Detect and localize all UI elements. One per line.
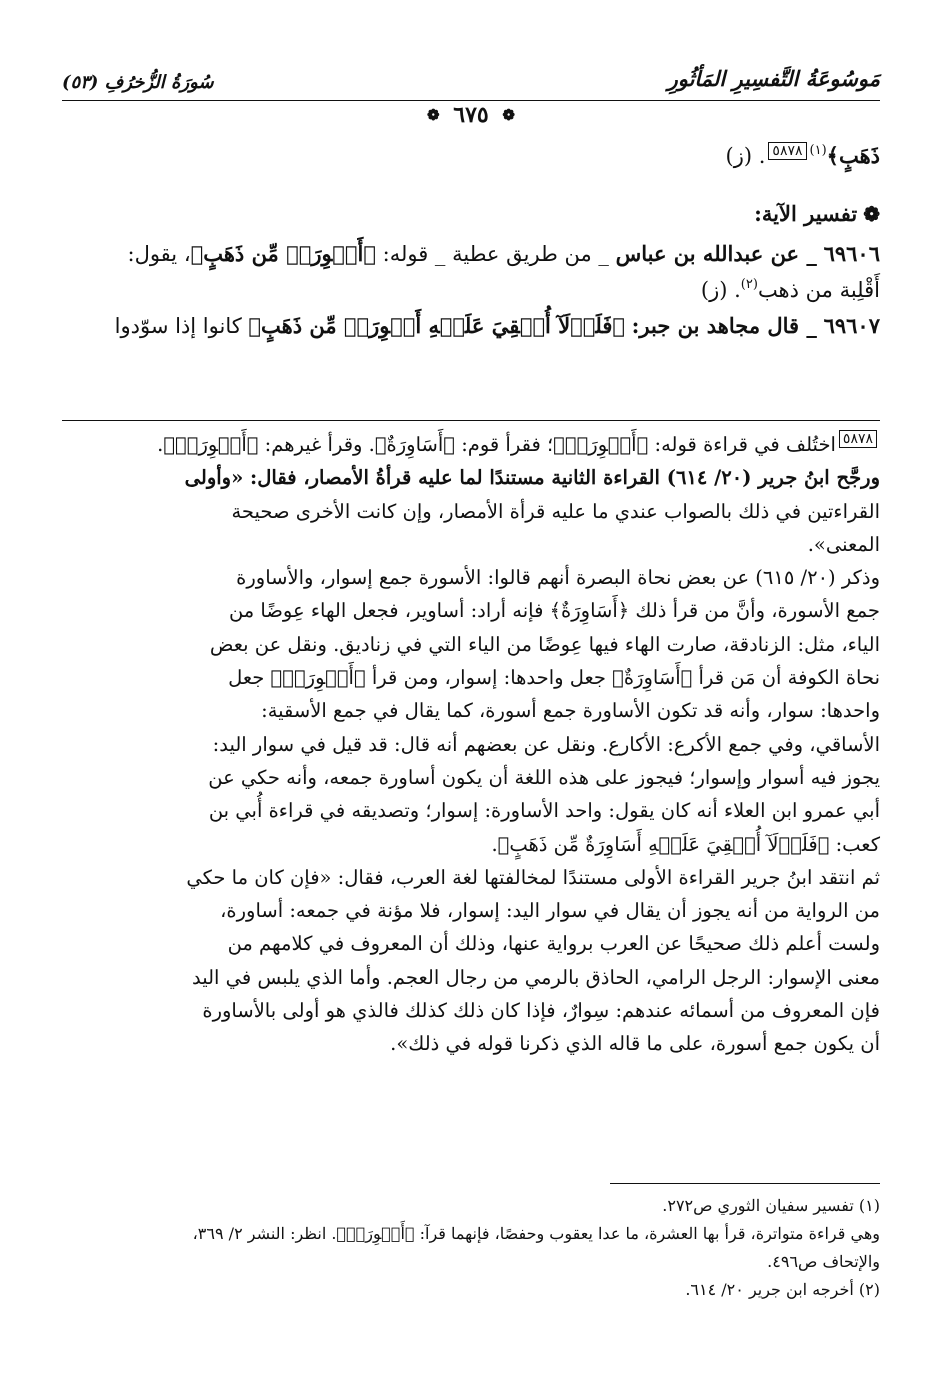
- entry-text: ، يقول:: [127, 242, 191, 266]
- note-paragraph: [62, 861, 880, 1061]
- note-line: وذكر (٢٠/ ٦١٥) عن بعض نحاة البصرة أنهم قالوا: الأسورة جمع إسوار، والأساورة: [236, 566, 880, 590]
- narrator-code: . (ز): [725, 144, 766, 168]
- main-text: [62, 138, 880, 344]
- note-line: فإن المعروف من أسمائه عندهم: سِوارٌ، فإذا كان ذلك كذلك فالذي هو أولى بالأساورة: [202, 999, 880, 1023]
- page-number-row: [62, 102, 880, 128]
- footnote-divider: [610, 1183, 880, 1184]
- surah-title: سُورَةُ الزُّخرُفِ (٥٣): [62, 72, 214, 93]
- note-line: كعب: ﴿فَلَوۡلَآ أُلۡقِيَ عَلَيۡهِ أَسَاوِرَةٌ مِّن ذَهَبٍ﴾.: [491, 832, 880, 856]
- note-line: جمع الأسورة، وأنَّ من قرأ ذلك ﴿أَسَاوِرَةٌ﴾ فإنه أراد: أساوير، فجعل الهاء عِوضًا من: [228, 599, 880, 623]
- entry-text: كانوا إذا سوّدوا: [114, 314, 242, 338]
- entry-number: ٦٩٦٠٦: [823, 241, 880, 266]
- note-paragraph: [62, 428, 880, 561]
- book-page: [62, 0, 880, 1378]
- footnote: (١) تفسير سفيان الثوري ص٢٧٢.: [662, 1196, 880, 1215]
- quran-fragment: ذَهَبٍ﴾: [826, 143, 880, 168]
- page-number: ٦٧٥: [453, 102, 489, 128]
- note-paragraph: [62, 561, 880, 861]
- footnote: (٢) أخرجه ابن جرير ٢٠/ ٦١٤.: [685, 1280, 880, 1299]
- narration-entry: [62, 236, 880, 308]
- note-reference-box[interactable]: ٥٨٧٨: [839, 430, 877, 448]
- section-heading: [62, 196, 880, 232]
- running-header: [62, 60, 880, 101]
- entry-number: ٦٩٦٠٧: [823, 313, 880, 338]
- ornament-icon: ❁: [502, 106, 515, 124]
- footnotes: [62, 1192, 880, 1304]
- note-line: اختُلف في قراءة قوله: ﴿أَسۡوِرَةٞ﴾؛ فقرأ قوم: ﴿أَسَاوِرَةٌ﴾. وقرأ غيرهم: ﴿أَسۡوِرَةٞ﴾.: [157, 433, 836, 456]
- note-reference-box[interactable]: ٥٨٧٨: [768, 142, 806, 160]
- commentary-note: [62, 428, 880, 1061]
- ornament-icon: ❁: [427, 106, 440, 124]
- quran-quote: ﴿أَسۡوِرَةٞ مِّن ذَهَبٍ﴾: [190, 241, 376, 266]
- note-line: ورجَّح ابنُ جرير (٢٠/ ٦١٤) القراءة الثانية مستندًا لما عليه قرأةُ الأمصار، فقال: «وأولى: [184, 466, 880, 490]
- note-line: القراءتين في ذلك بالصواب عندي ما عليه قرأة الأمصار، وإن كانت الأخرى صحيحة: [231, 499, 880, 523]
- note-line: المعنى».: [807, 532, 880, 556]
- note-line: واحدها: سوار، وأنه قد تكون الأساورة جمع أسورة، كما يقال في جمع الأسقية:: [261, 699, 880, 723]
- note-line: معنى الإسوار: الرجل الرامي، الحاذق بالرمي من رجال العجم. وأما الذي يلبس في اليد: [191, 965, 880, 989]
- footnote: والإتحاف ص٤٩٦.: [767, 1252, 880, 1271]
- note-line: أن يكون جمع أسورة، على ما قاله الذي ذكرنا قوله في ذلك».: [390, 1032, 880, 1056]
- flower-icon: ❁: [863, 202, 880, 226]
- series-title: مَوسُوعَةُ التَّفسِيرِ المَأثُورِ: [667, 66, 880, 91]
- note-line: الأساقي، وفي جمع الأكرع: الأكارع. ونقل عن بعضهم أنه قال: قد قيل في سوار اليد:: [212, 732, 880, 756]
- opening-line: [62, 138, 880, 174]
- footnote-marker[interactable]: (١): [809, 143, 827, 158]
- narration-entry: [62, 308, 880, 344]
- narrator-name: _ عن عبدالله بن عباس: [615, 241, 817, 266]
- note-line: من الرواية من أنه يجوز أن يقال في سوار اليد: إسوار، فلا مؤنة في جمعه: أساورة،: [220, 899, 880, 923]
- footnote-marker[interactable]: (٢): [740, 277, 758, 292]
- note-line: الياء، مثل: الزنادقة، صارت الهاء فيها عِوضًا من الياء التي في زناديق. ونقل عن بعض: [209, 632, 880, 656]
- entry-text: أَقْلِبة من ذهب: [757, 278, 880, 302]
- section-heading-text: تفسير الآية:: [754, 201, 858, 226]
- note-line: نحاة الكوفة أن مَن قرأ ﴿أَسَاوِرَةٌ﴾ جعل واحدها: إسوار، ومن قرأ ﴿أَسۡوِرَةٞ﴾ جعل: [228, 666, 880, 690]
- divider: [62, 420, 880, 421]
- footnote: وهي قراءة متواترة، قرأ بها العشرة، ما عدا يعقوب وحفصًا، فإنهما قرآ: ﴿أَسۡوِرَةٞ﴾. انظر: النشر ٢/ ٣٦٩،: [192, 1224, 880, 1243]
- note-line: ثم انتقد ابنُ جرير القراءة الأولى مستندًا لمخالفتها لغة العرب، فقال: «فإن كان ما حكي: [186, 865, 880, 889]
- note-line: يجوز فيه أسوار وإسوار؛ فيجوز على هذه اللغة أن يكون أساورة جمعه، وأنه حكي عن: [208, 765, 880, 789]
- narrator-name: _ قال مجاهد بن جبر:: [631, 313, 817, 338]
- quran-quote: ﴿فَلَوۡلَآ أُلۡقِيَ عَلَيۡهِ أَسۡوِرَةٞ مِّن ذَهَبٍ﴾: [248, 313, 625, 338]
- chain-text: _ من طريق عطية _ قوله:: [382, 242, 609, 266]
- note-line: ولست أعلم ذلك صحيحًا عن العرب برواية عنها، وذلك أن المعروف في كلامهم من: [227, 932, 880, 956]
- narrator-code: . (ز): [700, 278, 741, 302]
- note-line: أبي عمرو ابن العلاء أنه كان يقول: واحد الأساورة: إسوار؛ وتصديقه في قراءة أُبي بن: [208, 799, 880, 823]
